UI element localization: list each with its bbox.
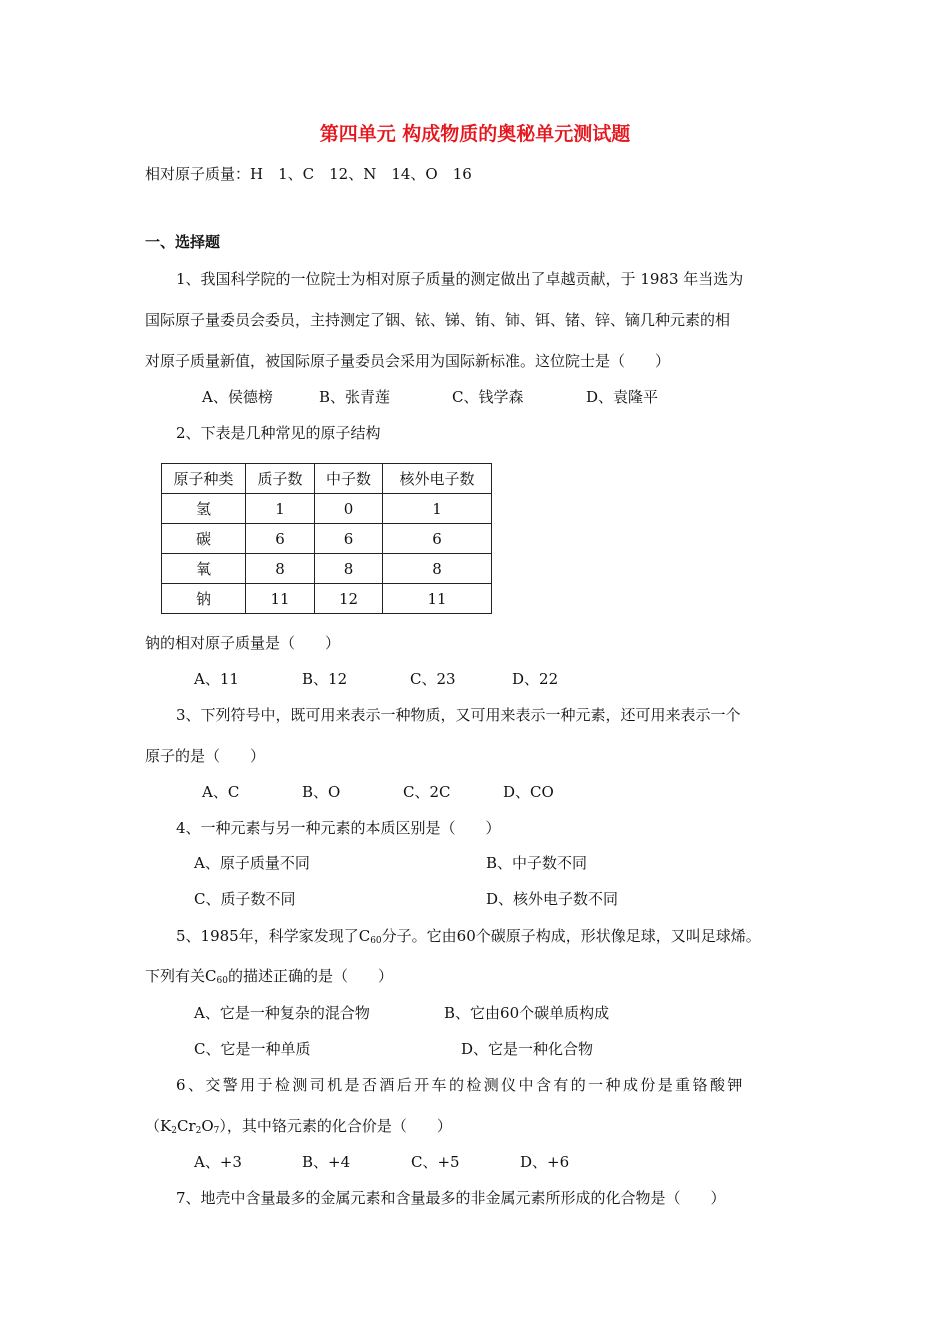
q4-option-b[interactable]: B、中子数不同 — [486, 854, 588, 872]
section-heading: 一、选择题 — [145, 233, 221, 251]
q1-option-b[interactable]: B、张青莲 — [319, 388, 391, 406]
formula-subscript: 2 — [195, 1126, 202, 1136]
q5-option-d[interactable]: D、它是一种化合物 — [461, 1040, 594, 1058]
q7-stem: 7、地壳中含量最多的金属元素和含量最多的非金属元素所形成的化合物是（ ） — [176, 1189, 726, 1207]
q5-line2-part-b: 的描述正确的是（ ） — [227, 967, 393, 985]
table-row — [162, 554, 492, 584]
q5-subscript: 60 — [370, 936, 382, 946]
table-cell: 氧 — [162, 554, 246, 584]
table-header-row — [162, 464, 492, 494]
q4-option-a[interactable]: A、原子质量不同 — [194, 854, 310, 872]
table-header-cell: 原子种类 — [162, 464, 246, 494]
q2-option-b[interactable]: B、12 — [302, 670, 348, 688]
q5-option-c[interactable]: C、它是一种单质 — [194, 1040, 311, 1058]
q2-option-d[interactable]: D、22 — [512, 670, 559, 688]
q4-option-c[interactable]: C、质子数不同 — [194, 890, 296, 908]
table-header-cell: 中子数 — [315, 464, 383, 494]
q6-line2-rest: ，其中铬元素的化合价是（ ） — [226, 1117, 452, 1135]
table-cell: 1 — [383, 494, 492, 524]
q2-stem: 2、下表是几种常见的原子结构 — [176, 424, 381, 442]
table-row — [162, 524, 492, 554]
q6-stem-line2 — [145, 1116, 452, 1136]
q1-option-a[interactable]: A、侯德榜 — [202, 388, 273, 406]
q6-option-b[interactable]: B、+4 — [302, 1153, 351, 1171]
q2-option-a[interactable]: A、11 — [194, 670, 239, 688]
table-row — [162, 494, 492, 524]
q5-stem-line2 — [145, 966, 393, 986]
q4-stem: 4、一种元素与另一种元素的本质区别是（ ） — [176, 819, 501, 837]
table-cell: 12 — [315, 584, 383, 614]
table-cell: 11 — [246, 584, 315, 614]
table-cell: 8 — [383, 554, 492, 584]
atomic-mass-note: 相对原子质量：H 1、C 12、N 14、O 16 — [145, 165, 472, 183]
q6-option-a[interactable]: A、+3 — [194, 1153, 242, 1171]
table-cell: 6 — [383, 524, 492, 554]
formula-text: Cr — [176, 1117, 196, 1135]
q1-option-d[interactable]: D、袁隆平 — [586, 388, 659, 406]
formula-subscript: 2 — [171, 1126, 177, 1136]
q5-option-a[interactable]: A、它是一种复杂的混合物 — [194, 1004, 370, 1022]
q3-stem-line2: 原子的是（ ） — [145, 747, 266, 765]
page-title: 第四单元 构成物质的奥秘单元测试题 — [319, 123, 631, 145]
q5-option-b[interactable]: B、它由60个碳单质构成 — [444, 1004, 610, 1022]
q3-option-a[interactable]: A、C — [202, 783, 240, 801]
q6-stem-line1: 6、交警用于检测司机是否酒后开车的检测仪中含有的一种成份是重铬酸钾 — [176, 1076, 745, 1094]
q3-stem-line1: 3、下列符号中，既可用来表示一种物质，又可用来表示一种元素，还可用来表示一个 — [176, 706, 741, 724]
table-cell: 碳 — [162, 524, 246, 554]
q6-option-d[interactable]: D、+6 — [520, 1153, 570, 1171]
table-cell: 0 — [315, 494, 383, 524]
q5-stem-line1 — [176, 926, 761, 946]
q1-stem-line2: 国际原子量委员会委员，主持测定了铟、铱、锑、铕、铈、铒、锗、锌、镝几种元素的相 — [145, 311, 731, 329]
table-cell: 6 — [246, 524, 315, 554]
q3-option-c[interactable]: C、2C — [403, 783, 451, 801]
table-header-cell: 质子数 — [246, 464, 315, 494]
q3-option-d[interactable]: D、CO — [503, 783, 554, 801]
q2-option-c[interactable]: C、23 — [410, 670, 456, 688]
table-row — [162, 584, 492, 614]
q6-formula — [145, 1117, 227, 1135]
table-cell: 8 — [315, 554, 383, 584]
q2-question: 钠的相对原子质量是（ ） — [145, 634, 341, 652]
q5-line1-part-b: 分子。它由60个碳原子构成，形状像足球，又叫足球烯。 — [381, 927, 761, 945]
table-cell: 氢 — [162, 494, 246, 524]
table-cell: 1 — [246, 494, 315, 524]
formula-text: O — [201, 1117, 214, 1135]
q1-stem-line3: 对原子质量新值，被国际原子量委员会采用为国际新标准。这位院士是（ ） — [145, 352, 671, 370]
q5-subscript: 60 — [216, 976, 228, 986]
formula-subscript: 7 — [213, 1126, 220, 1136]
atom-structure-table — [161, 463, 492, 614]
q6-option-c[interactable]: C、+5 — [411, 1153, 460, 1171]
table-cell: 11 — [383, 584, 492, 614]
formula-text: （K — [145, 1117, 172, 1135]
q5-line2-part-a: 下列有关C — [145, 967, 217, 985]
table-cell: 6 — [315, 524, 383, 554]
q5-line1-part-a: 5、1985年，科学家发现了C — [176, 927, 371, 945]
q4-option-d[interactable]: D、核外电子数不同 — [486, 890, 619, 908]
table-cell: 钠 — [162, 584, 246, 614]
table-header-cell: 核外电子数 — [383, 464, 492, 494]
q3-option-b[interactable]: B、O — [302, 783, 341, 801]
formula-text: ） — [219, 1117, 227, 1135]
q1-option-c[interactable]: C、钱学森 — [452, 388, 524, 406]
q1-stem-line1: 1、我国科学院的一位院士为相对原子质量的测定做出了卓越贡献，于 1983 年当选为 — [176, 270, 744, 288]
table-cell: 8 — [246, 554, 315, 584]
